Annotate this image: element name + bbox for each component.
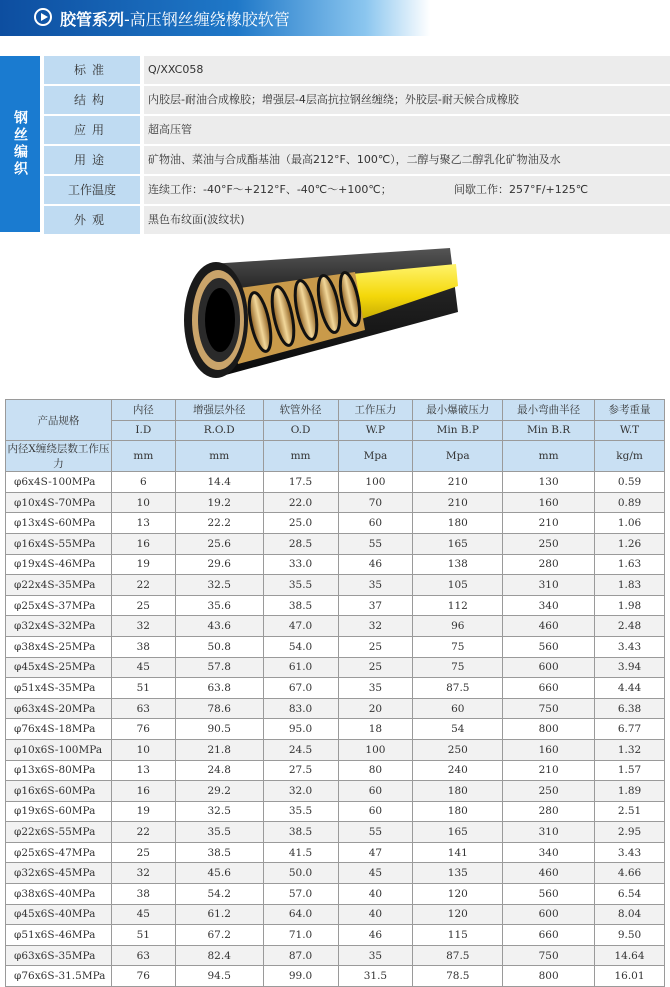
cell-value: 250 <box>503 781 595 802</box>
cell-value: 18 <box>338 719 413 740</box>
cell-value: 50.8 <box>175 636 263 657</box>
cell-value: 29.6 <box>175 554 263 575</box>
spec-label: 结构 <box>44 86 140 114</box>
spec-value: 黑色布纹面(波纹状) <box>144 206 670 234</box>
cell-value: 340 <box>503 842 595 863</box>
cell-value: 28.5 <box>263 533 338 554</box>
cell-value: 54.2 <box>175 884 263 905</box>
cell-value: 38.5 <box>263 595 338 616</box>
cell-value: 95.0 <box>263 719 338 740</box>
cell-spec: φ10x6S-100MPa <box>6 739 112 760</box>
cell-value: 50.0 <box>263 863 338 884</box>
title-series: 胶管系列 <box>60 10 125 29</box>
col-unit: Mpa <box>413 441 503 472</box>
cell-value: 35.5 <box>263 801 338 822</box>
cell-value: 75 <box>413 636 503 657</box>
cell-value: 16 <box>111 533 175 554</box>
cell-value: 32 <box>111 863 175 884</box>
cell-value: 32.5 <box>175 575 263 596</box>
col-symbol: W.T <box>595 420 665 441</box>
cell-value: 130 <box>503 472 595 493</box>
cell-value: 13 <box>111 513 175 534</box>
cell-spec: φ51x6S-46MPa <box>6 925 112 946</box>
table-row <box>6 678 665 699</box>
cell-value: 310 <box>503 822 595 843</box>
cell-value: 63.8 <box>175 678 263 699</box>
cell-value: 47 <box>338 842 413 863</box>
cell-value: 240 <box>413 760 503 781</box>
cell-value: 210 <box>413 472 503 493</box>
col-header-wp: 工作压力 <box>338 400 413 421</box>
cell-value: 100 <box>338 472 413 493</box>
table-row <box>6 863 665 884</box>
cell-spec: φ22x6S-55MPa <box>6 822 112 843</box>
cell-value: 35.6 <box>175 595 263 616</box>
cell-value: 78.6 <box>175 698 263 719</box>
cell-value: 460 <box>503 616 595 637</box>
cell-value: 33.0 <box>263 554 338 575</box>
spec-label: 工作温度 <box>44 176 140 204</box>
cell-value: 35 <box>338 678 413 699</box>
spec-value: 内胶层-耐油合成橡胶；增强层-4层高抗拉钢丝缠绕；外胶层-耐天候合成橡胶 <box>144 86 670 114</box>
cell-value: 87.0 <box>263 945 338 966</box>
table-row <box>6 822 665 843</box>
cell-value: 6.77 <box>595 719 665 740</box>
cell-value: 135 <box>413 863 503 884</box>
col-header-rod: 增强层外径 <box>175 400 263 421</box>
cell-value: 57.8 <box>175 657 263 678</box>
cell-value: 4.44 <box>595 678 665 699</box>
cell-value: 51 <box>111 925 175 946</box>
cell-value: 14.4 <box>175 472 263 493</box>
table-row <box>6 739 665 760</box>
spec-label: 应用 <box>44 116 140 144</box>
col-header-od: 软管外径 <box>263 400 338 421</box>
table-row <box>6 616 665 637</box>
cell-value: 32 <box>111 616 175 637</box>
cell-value: 750 <box>503 945 595 966</box>
table-row <box>6 945 665 966</box>
cell-value: 60 <box>338 513 413 534</box>
cell-value: 32.0 <box>263 781 338 802</box>
cell-value: 3.43 <box>595 636 665 657</box>
spec-row-structure <box>44 86 670 114</box>
cell-spec: φ32x6S-45MPa <box>6 863 112 884</box>
cell-value: 22.2 <box>175 513 263 534</box>
table-row <box>6 842 665 863</box>
cell-value: 67.0 <box>263 678 338 699</box>
col-header-spec: 产品规格 <box>6 400 112 441</box>
cell-spec: φ16x6S-60MPa <box>6 781 112 802</box>
cell-value: 19 <box>111 801 175 822</box>
cell-value: 80 <box>338 760 413 781</box>
col-header-bp: 最小爆破压力 <box>413 400 503 421</box>
cell-value: 61.2 <box>175 904 263 925</box>
cell-value: 340 <box>503 595 595 616</box>
cell-value: 45 <box>111 904 175 925</box>
cell-spec: φ45x6S-40MPa <box>6 904 112 925</box>
cell-value: 35 <box>338 945 413 966</box>
col-unit: mm <box>175 441 263 472</box>
table-row <box>6 760 665 781</box>
cell-value: 180 <box>413 513 503 534</box>
cell-value: 46 <box>338 554 413 575</box>
cell-value: 37 <box>338 595 413 616</box>
col-header-id: 内径 <box>111 400 175 421</box>
cell-value: 35.5 <box>175 822 263 843</box>
hose-bore <box>205 288 235 352</box>
cell-value: 13 <box>111 760 175 781</box>
cell-value: 1.83 <box>595 575 665 596</box>
spec-block <box>0 56 670 232</box>
cell-value: 45 <box>111 657 175 678</box>
header-row-names <box>6 400 665 421</box>
cell-value: 600 <box>503 904 595 925</box>
col-symbol: R.O.D <box>175 420 263 441</box>
table-row <box>6 884 665 905</box>
cell-value: 138 <box>413 554 503 575</box>
cell-value: 27.5 <box>263 760 338 781</box>
cell-spec: φ63x6S-35MPa <box>6 945 112 966</box>
spec-label: 用途 <box>44 146 140 174</box>
cell-value: 25 <box>111 842 175 863</box>
cell-value: 160 <box>503 739 595 760</box>
cell-value: 17.5 <box>263 472 338 493</box>
cell-value: 45.6 <box>175 863 263 884</box>
cell-spec: φ13x6S-80MPa <box>6 760 112 781</box>
cell-value: 96 <box>413 616 503 637</box>
cell-value: 120 <box>413 884 503 905</box>
cell-value: 1.63 <box>595 554 665 575</box>
cell-value: 40 <box>338 904 413 925</box>
cell-value: 31.5 <box>338 966 413 987</box>
col-unit: mm <box>503 441 595 472</box>
cell-value: 310 <box>503 575 595 596</box>
cell-value: 100 <box>338 739 413 760</box>
cell-value: 16.01 <box>595 966 665 987</box>
cell-value: 800 <box>503 966 595 987</box>
cell-value: 87.5 <box>413 678 503 699</box>
spec-value: 矿物油、菜油与合成酯基油（最高212°F、100℃），二醇与聚乙二醇乳化矿物油及水 <box>144 146 670 174</box>
cell-value: 115 <box>413 925 503 946</box>
temp-intermittent: 间歇工作：257°F/+125℃ <box>454 183 589 196</box>
cell-spec: φ63x4S-20MPa <box>6 698 112 719</box>
cell-value: 94.5 <box>175 966 263 987</box>
cell-value: 141 <box>413 842 503 863</box>
cell-value: 6.38 <box>595 698 665 719</box>
col-symbol: Min B.R <box>503 420 595 441</box>
spec-label: 外观 <box>44 206 140 234</box>
cell-value: 60 <box>338 781 413 802</box>
cell-spec: φ51x4S-35MPa <box>6 678 112 699</box>
col-symbol: O.D <box>263 420 338 441</box>
cell-value: 120 <box>413 904 503 925</box>
play-circle-icon <box>34 8 52 26</box>
header-row-units <box>6 441 665 472</box>
cell-value: 1.98 <box>595 595 665 616</box>
cell-value: 38 <box>111 636 175 657</box>
spec-side-label <box>0 56 40 232</box>
spec-row-standard <box>44 56 670 84</box>
cell-value: 55 <box>338 822 413 843</box>
table-row <box>6 636 665 657</box>
cell-value: 82.4 <box>175 945 263 966</box>
cell-value: 54 <box>413 719 503 740</box>
cell-value: 1.32 <box>595 739 665 760</box>
spec-value: 超高压管 <box>144 116 670 144</box>
cell-value: 55 <box>338 533 413 554</box>
cell-value: 76 <box>111 966 175 987</box>
cell-value: 54.0 <box>263 636 338 657</box>
cell-value: 25 <box>111 595 175 616</box>
cell-value: 165 <box>413 822 503 843</box>
cell-value: 210 <box>503 760 595 781</box>
col-symbol: Min B.P <box>413 420 503 441</box>
spec-value: Q/XXC058 <box>144 56 670 84</box>
cell-value: 1.06 <box>595 513 665 534</box>
hose-illustration <box>170 242 460 392</box>
table-row <box>6 801 665 822</box>
table-row <box>6 533 665 554</box>
cell-spec: φ38x4S-25MPa <box>6 636 112 657</box>
table-row <box>6 492 665 513</box>
cell-value: 6 <box>111 472 175 493</box>
cell-value: 22 <box>111 575 175 596</box>
cell-value: 2.51 <box>595 801 665 822</box>
spec-row-temperature <box>44 176 670 204</box>
cell-value: 38.5 <box>263 822 338 843</box>
table-row <box>6 781 665 802</box>
cell-value: 29.2 <box>175 781 263 802</box>
table-row <box>6 698 665 719</box>
cell-spec: φ22x4S-35MPa <box>6 575 112 596</box>
page-title <box>60 7 290 30</box>
cell-value: 6.54 <box>595 884 665 905</box>
cell-value: 280 <box>503 554 595 575</box>
cell-value: 24.8 <box>175 760 263 781</box>
cell-value: 0.59 <box>595 472 665 493</box>
cell-value: 3.94 <box>595 657 665 678</box>
cell-value: 25 <box>338 657 413 678</box>
cell-value: 750 <box>503 698 595 719</box>
spec-label: 标准 <box>44 56 140 84</box>
cell-spec: φ6x4S-100MPa <box>6 472 112 493</box>
table-row <box>6 595 665 616</box>
cell-value: 600 <box>503 657 595 678</box>
cell-value: 60 <box>338 801 413 822</box>
cell-value: 46 <box>338 925 413 946</box>
cell-value: 78.5 <box>413 966 503 987</box>
col-unit: Mpa <box>338 441 413 472</box>
cell-spec: φ45x4S-25MPa <box>6 657 112 678</box>
cell-value: 180 <box>413 801 503 822</box>
cell-value: 25.6 <box>175 533 263 554</box>
cell-value: 3.43 <box>595 842 665 863</box>
cell-value: 9.50 <box>595 925 665 946</box>
col-symbol: W.P <box>338 420 413 441</box>
cell-value: 1.89 <box>595 781 665 802</box>
cell-value: 25 <box>338 636 413 657</box>
cell-value: 210 <box>413 492 503 513</box>
spec-row-appearance <box>44 206 670 234</box>
cell-value: 250 <box>503 533 595 554</box>
cell-spec: φ32x4S-32MPa <box>6 616 112 637</box>
cell-value: 8.04 <box>595 904 665 925</box>
table-row <box>6 904 665 925</box>
cell-value: 32 <box>338 616 413 637</box>
cell-value: 165 <box>413 533 503 554</box>
spec-table <box>5 399 665 987</box>
cell-spec: φ13x4S-60MPa <box>6 513 112 534</box>
cell-value: 19.2 <box>175 492 263 513</box>
cell-value: 660 <box>503 678 595 699</box>
col-unit: kg/m <box>595 441 665 472</box>
cell-value: 560 <box>503 884 595 905</box>
cell-value: 35.5 <box>263 575 338 596</box>
col-symbol: I.D <box>111 420 175 441</box>
cell-value: 14.64 <box>595 945 665 966</box>
cell-spec: φ16x4S-55MPa <box>6 533 112 554</box>
col-unit: mm <box>263 441 338 472</box>
spec-value <box>144 176 670 204</box>
side-label-text: 钢丝编织 <box>12 110 28 178</box>
spec-row-usage <box>44 146 670 174</box>
cell-value: 41.5 <box>263 842 338 863</box>
table-body <box>6 472 665 987</box>
cell-value: 180 <box>413 781 503 802</box>
col-unit: mm <box>111 441 175 472</box>
cell-value: 32.5 <box>175 801 263 822</box>
cell-value: 75 <box>413 657 503 678</box>
cell-value: 83.0 <box>263 698 338 719</box>
cell-value: 4.66 <box>595 863 665 884</box>
title-product: -高压钢丝缠绕橡胶软管 <box>124 10 290 29</box>
cell-value: 64.0 <box>263 904 338 925</box>
cell-value: 47.0 <box>263 616 338 637</box>
table-row <box>6 719 665 740</box>
cell-value: 210 <box>503 513 595 534</box>
cell-value: 24.5 <box>263 739 338 760</box>
cell-value: 20 <box>338 698 413 719</box>
cell-spec: φ25x4S-37MPa <box>6 595 112 616</box>
cell-value: 19 <box>111 554 175 575</box>
cell-value: 35 <box>338 575 413 596</box>
cell-value: 160 <box>503 492 595 513</box>
cell-value: 800 <box>503 719 595 740</box>
cell-value: 660 <box>503 925 595 946</box>
cell-value: 99.0 <box>263 966 338 987</box>
cell-value: 2.48 <box>595 616 665 637</box>
spec-row-application <box>44 116 670 144</box>
cell-value: 21.8 <box>175 739 263 760</box>
cell-value: 51 <box>111 678 175 699</box>
cell-spec: φ76x6S-31.5MPa <box>6 966 112 987</box>
cell-spec: φ10x4S-70MPa <box>6 492 112 513</box>
page-header <box>0 0 670 36</box>
cell-value: 63 <box>111 945 175 966</box>
cell-value: 57.0 <box>263 884 338 905</box>
col-header-br: 最小弯曲半径 <box>503 400 595 421</box>
cell-value: 0.89 <box>595 492 665 513</box>
cell-value: 280 <box>503 801 595 822</box>
cell-value: 250 <box>413 739 503 760</box>
cell-value: 60 <box>413 698 503 719</box>
cell-value: 22.0 <box>263 492 338 513</box>
cell-value: 10 <box>111 739 175 760</box>
cell-value: 25.0 <box>263 513 338 534</box>
cell-value: 38 <box>111 884 175 905</box>
cell-value: 45 <box>338 863 413 884</box>
cell-value: 76 <box>111 719 175 740</box>
cell-spec: φ19x6S-60MPa <box>6 801 112 822</box>
col-header-wt: 参考重量 <box>595 400 665 421</box>
cell-value: 61.0 <box>263 657 338 678</box>
cell-value: 63 <box>111 698 175 719</box>
table-row <box>6 513 665 534</box>
table-row <box>6 575 665 596</box>
table-row <box>6 657 665 678</box>
cell-spec: φ25x6S-47MPa <box>6 842 112 863</box>
col-header-spec-sub: 内径X缠绕层数工作压力 <box>6 441 112 472</box>
cell-value: 70 <box>338 492 413 513</box>
cell-value: 67.2 <box>175 925 263 946</box>
cell-spec: φ38x6S-40MPa <box>6 884 112 905</box>
cell-value: 1.26 <box>595 533 665 554</box>
cell-value: 2.95 <box>595 822 665 843</box>
cell-value: 560 <box>503 636 595 657</box>
cell-value: 22 <box>111 822 175 843</box>
cell-value: 112 <box>413 595 503 616</box>
temp-continuous: 连续工作：-40°F～+212°F、-40℃～+100℃； <box>148 183 392 196</box>
cell-spec: φ76x4S-18MPa <box>6 719 112 740</box>
table-row <box>6 966 665 987</box>
cell-spec: φ19x4S-46MPa <box>6 554 112 575</box>
cell-value: 1.57 <box>595 760 665 781</box>
cell-value: 460 <box>503 863 595 884</box>
table-row <box>6 925 665 946</box>
cell-value: 87.5 <box>413 945 503 966</box>
cell-value: 38.5 <box>175 842 263 863</box>
cell-value: 105 <box>413 575 503 596</box>
cell-value: 40 <box>338 884 413 905</box>
table-row <box>6 554 665 575</box>
table-row <box>6 472 665 493</box>
cell-value: 10 <box>111 492 175 513</box>
cell-value: 90.5 <box>175 719 263 740</box>
cell-value: 16 <box>111 781 175 802</box>
cell-value: 71.0 <box>263 925 338 946</box>
cell-value: 43.6 <box>175 616 263 637</box>
